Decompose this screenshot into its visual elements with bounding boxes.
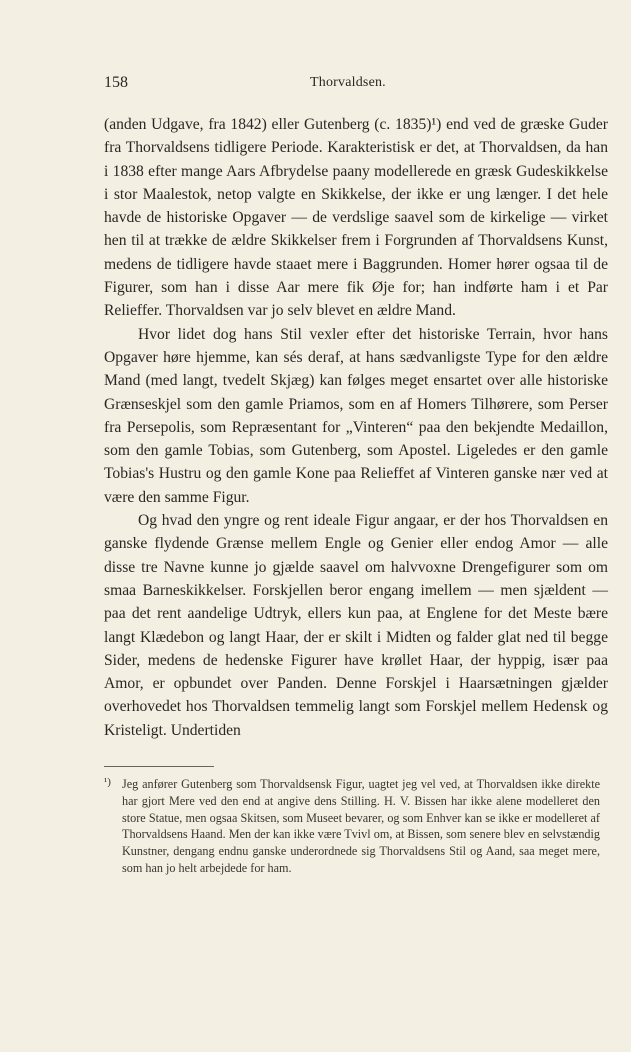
- page-header: [104, 74, 524, 94]
- page-number: 158: [104, 74, 128, 91]
- paragraph-3: Og hvad den yngre og rent ideale Figur angaar, er der hos Thorvaldsen en ganske flydende Grænse mellem Engle og Genier eller endog Amor — alle disse tre Navne kunne jo gjælde saavel om halvvoxne Drengefigurer som om smaa Barneskikkelser. Forskjellen beror engang imellem — men sjældent — paa det rent aandelige Udtryk, ellers kun paa, at Englene for det Meste bære langt Klædebon og langt Haar, der er skilt i Midten og falder glat ned til begge Sider, medens de hedenske Figurer have krøllet Haar, der hyppig, især paa Amor, er opbundet over Panden. Denne Forskjel i Haarsætningen gjælder overhovedet hos Thorvaldsen temmelig langt som Forskjel mellem Hedensk og Kristeligt. Undertiden: [104, 512, 608, 739]
- paragraph-2: Hvor lidet dog hans Stil vexler efter det historiske Terrain, hvor hans Opgaver høre hjemme, kan sés deraf, at hans sædvanligste Type for den ældre Mand (med langt, tvedelt Skjæg) kan følges meget ensartet over alle historiske Grænseskjel som den gamle Priamos, som en af Homers Tilhørere, som Perser fra Persepolis, som Repræsentant for „Vinteren“ paa den bekjendte Medaillon, som den gamle Tobias, som Gutenberg, som Apostel. Ligeledes er den gamle Tobias's Hustru og den gamle Kone paa Relieffet af Vinteren ganske nær ved at være den samme Figur.: [104, 325, 608, 506]
- body-text: [104, 113, 608, 742]
- running-head: Thorvaldsen.: [310, 75, 386, 90]
- footnote-divider: [104, 766, 214, 767]
- footnote: [104, 776, 600, 877]
- footnote-mark: ¹): [104, 776, 111, 788]
- footnote-text: Jeg anfører Gutenberg som Thorvaldsensk Figur, uagtet jeg vel ved, at Thorvaldsen ikke direkte har gjort Mere ved den end at angive dens Stilling. H. V. Bissen har ikke alene modelleret den store Statue, men ogsaa Skitsen, som Museet bevarer, og som Enhver kan se ikke er modelleret af Thorvaldsens Haand. Men der kan ikke være Tvivl om, at Bissen, som senere blev en selvstændig Kunstner, dengang endnu ganske underordnede sig Thorvaldsens Stil og Aand, saa meget mere, som han jo helt arbejdede for ham.: [122, 777, 600, 875]
- paragraph-1: (anden Udgave, fra 1842) eller Gutenberg (c. 1835)¹) end ved de græske Guder fra Thorvaldsens tidligere Periode. Karakteristisk er det, at Thorvaldsen, da han i 1838 efter mange Aars Afbrydelse paany modellerede en græsk Gudeskikkelse i stor Maalestok, netop valgte en Skikkelse, der ikke er ung længer. I det hele havde de historiske Opgaver — de verdslige saavel som de kirkelige — virket hen til at trække de ældre Skikkelser frem i Forgrunden af Thorvaldsens Kunst, medens de tidligere havde staaet mere i Baggrunden. Homer hører ogsaa til de Figurer, som han i disse Aar mere fik Øje for; han indførte ham i et Par Relieffer. Thorvaldsen var jo selv blevet en ældre Mand.: [104, 116, 608, 320]
